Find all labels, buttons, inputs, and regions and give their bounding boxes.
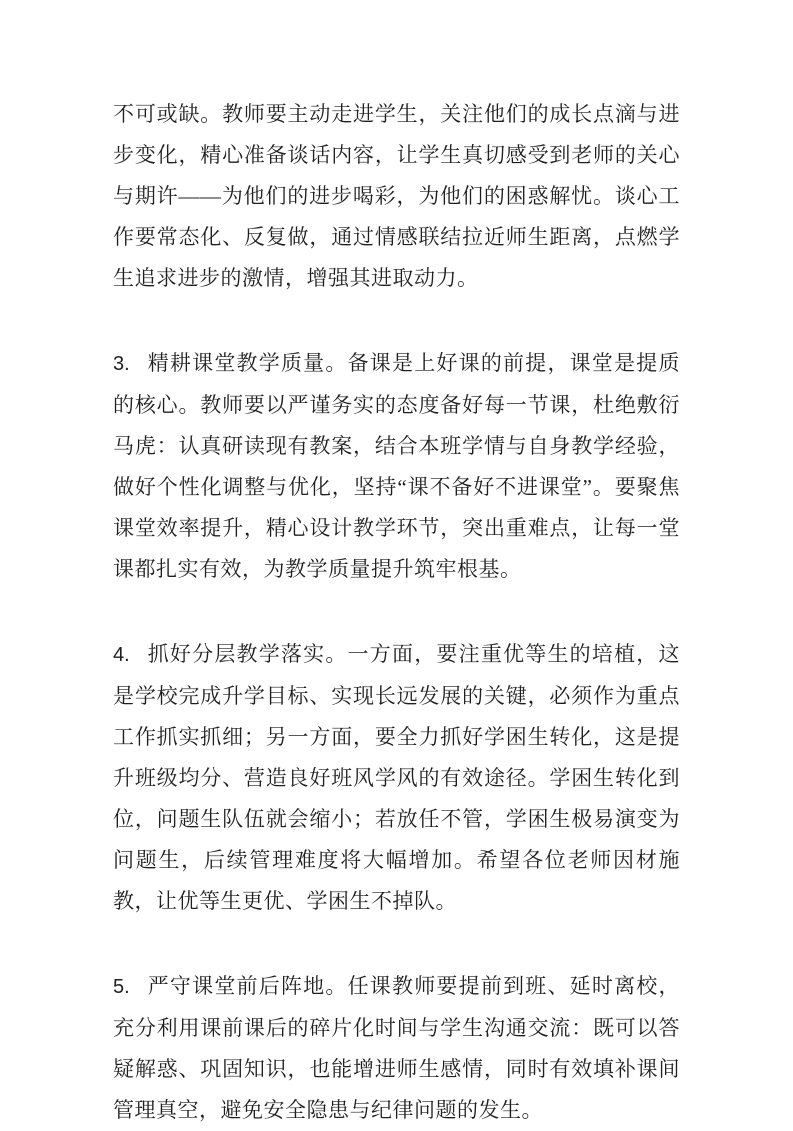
paragraph-continuation — [113, 94, 680, 299]
list-number: 5. — [113, 976, 130, 998]
numbered-paragraph-4 — [113, 634, 680, 922]
list-number: 3. — [113, 353, 130, 375]
paragraph-text: 不可或缺。教师要主动走进学生，关注他们的成长点滴与进步变化，精心准备谈话内容，让学生真切感受到老师的关心与期许——为他们的进步喝彩，为他们的困惑解忧。谈心工作要常态化、反复做，通过情感联结拉近师生距离，点燃学生追求进步的激情，增强其进取动力。 — [113, 102, 680, 290]
numbered-paragraph-5 — [113, 966, 680, 1131]
list-number: 4. — [113, 644, 130, 666]
paragraph-text: 抓好分层教学落实。一方面，要注重优等生的培植，这是学校完成升学目标、实现长远发展的关键，必须作为重点工作抓实抓细；另一方面，要全力抓好学困生转化，这是提升班级均分、营造良好班风学风的有效途径。学困生转化到位，问题生队伍就会缩小；若放任不管，学困生极易演变为问题生，后续管理难度将大幅增加。希望各位老师因材施教，让优等生更优、学困生不掉队。 — [113, 642, 680, 913]
numbered-paragraph-3 — [113, 343, 680, 590]
paragraph-text: 严守课堂前后阵地。任课教师要提前到班、延时离校，充分利用课前课后的碎片化时间与学生沟通交流：既可以答疑解惑、巩固知识，也能增进师生感情，同时有效填补课间管理真空，避免安全隐患与纪律问题的发生。 — [113, 974, 680, 1122]
paragraph-text: 精耕课堂教学质量。备课是上好课的前提，课堂是提质的核心。教师要以严谨务实的态度备好每一节课，杜绝敷衍马虎：认真研读现有教案，结合本班学情与自身教学经验，做好个性化调整与优化，坚持“课不备好不进课堂”。要聚焦课堂效率提升，精心设计教学环节，突出重难点，让每一堂课都扎实有效，为教学质量提升筑牢根基。 — [113, 351, 680, 581]
